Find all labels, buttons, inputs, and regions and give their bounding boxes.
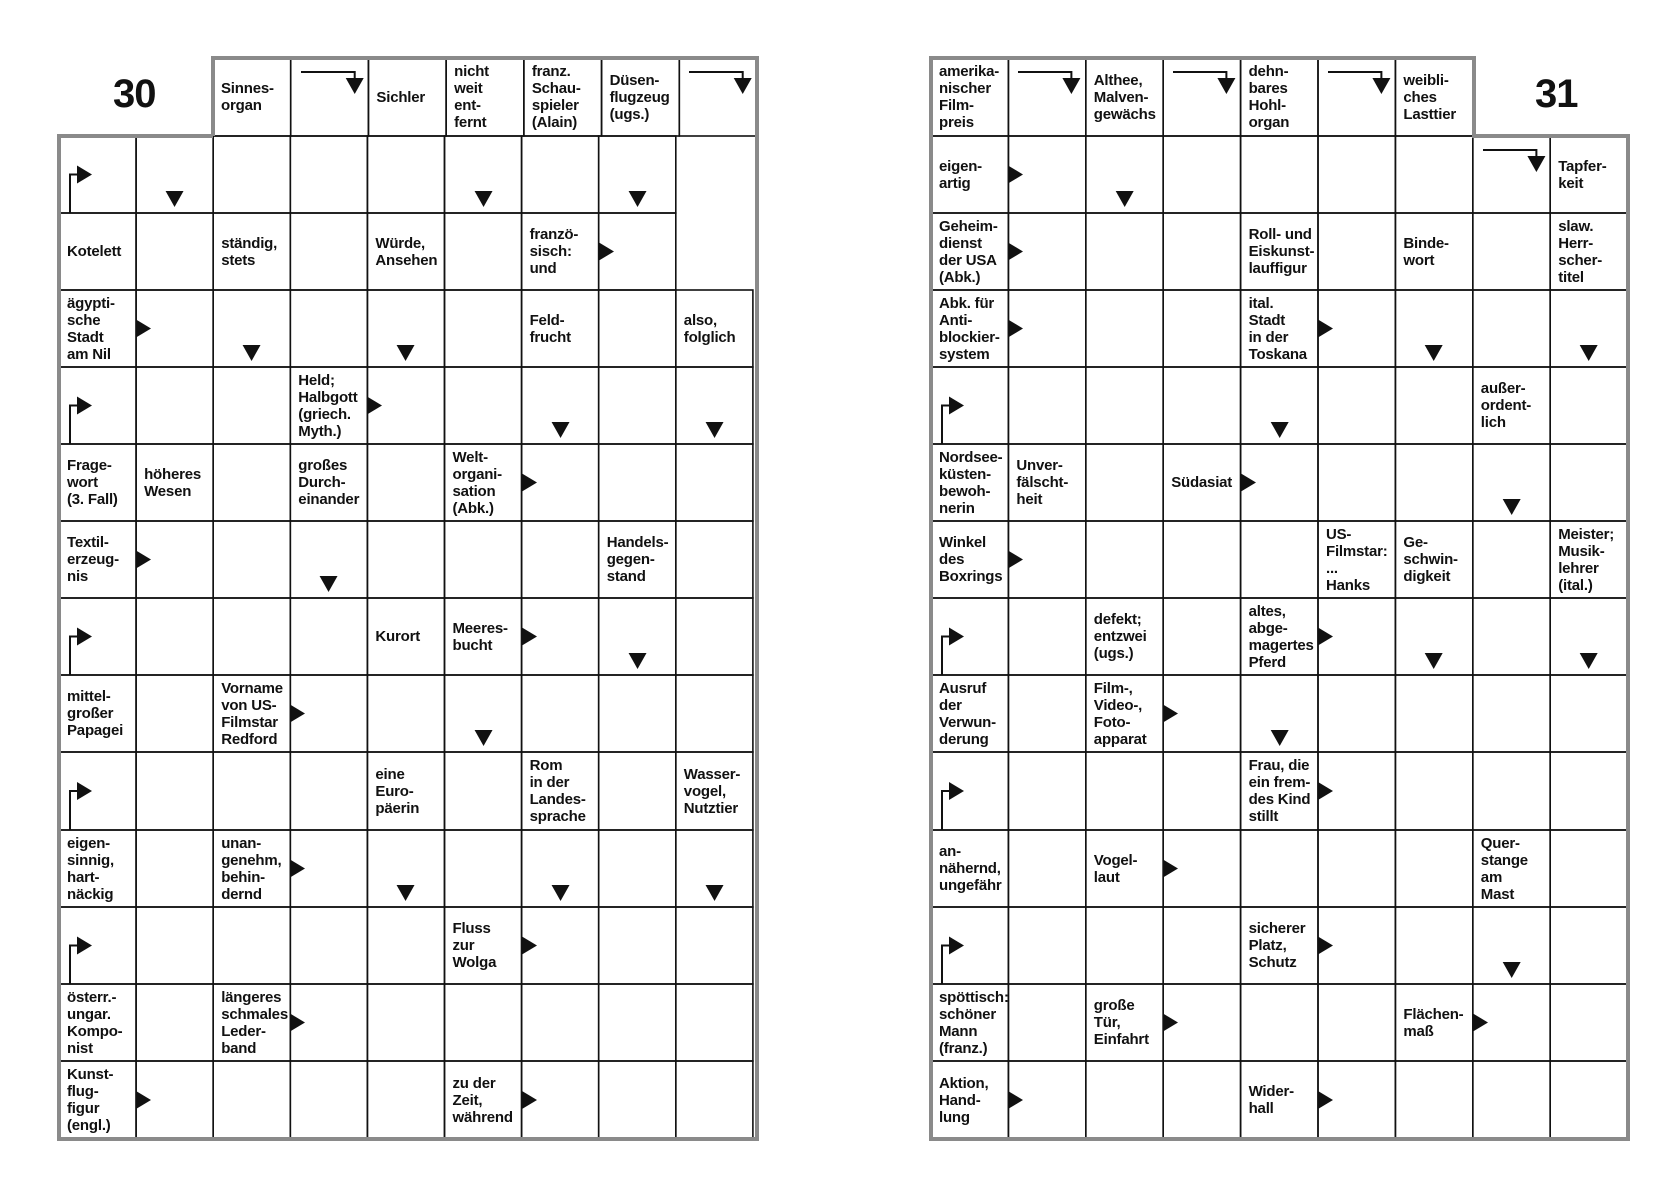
clue-text: Rom in der Landes- sprache <box>529 757 586 825</box>
clue-text: zu der Zeit, während <box>452 1074 513 1126</box>
clue-text: Südasiat <box>1171 474 1233 491</box>
clue-text: weibli- ches Lasttier <box>1403 71 1456 123</box>
clue-text: Wasser- vogel, Nutztier <box>683 765 741 817</box>
clue-text: sicherer Platz, Schutz <box>1248 920 1306 971</box>
clue-text: außer- ordent- lich <box>1480 380 1532 431</box>
clue-text: nicht weit ent- fernt <box>454 63 489 131</box>
page-number-right: 31 <box>1535 72 1578 116</box>
clue-text: Düsen- flugzeug (ugs.) <box>609 71 670 123</box>
clue-text: amerika- nischer Film- preis <box>939 63 1000 131</box>
clue-text: eigen- artig <box>939 157 982 192</box>
clue-text: slaw. Herr- scher- titel <box>1558 217 1603 286</box>
clue-text: große Tür, Einfahrt <box>1093 997 1149 1048</box>
clue-text: defekt; entzwei (ugs.) <box>1093 611 1147 662</box>
clue-text: Sinnes- organ <box>221 80 274 114</box>
clue-text: ital. Stadt in der Toskana <box>1248 294 1307 363</box>
clue-text: Handels- gegen- stand <box>606 534 669 585</box>
clue-text: Meister; Musik- lehrer (ital.) <box>1558 525 1615 594</box>
clue-text: großes Durch- einander <box>298 457 360 508</box>
clue-text: spöttisch: schöner Mann (franz.) <box>939 988 1009 1057</box>
clue-text: österr.- ungar. Kompo- nist <box>67 988 123 1057</box>
clue-text: eine Euro- päerin <box>375 765 420 817</box>
clue-text: Binde- wort <box>1403 234 1449 269</box>
clue-text: unan- genehm, behin- dernd <box>221 834 282 903</box>
clue-text: Feld- frucht <box>529 311 571 346</box>
clue-text: Althee, Malven- gewächs <box>1093 71 1156 123</box>
clue-text: Würde, Ansehen <box>375 234 438 269</box>
clue-text: dehn- bares Hohl- organ <box>1248 63 1290 131</box>
clue-text: Winkel des Boxrings <box>939 534 1003 585</box>
clue-text: Vorname von US- Filmstar Redford <box>221 679 283 748</box>
clue-text: US- Filmstar: ... Hanks <box>1326 525 1388 594</box>
clue-text: Flächen- maß <box>1403 1005 1464 1040</box>
clue-text: Unver- fälscht- heit <box>1016 457 1069 508</box>
page-number-left: 30 <box>113 72 156 116</box>
clue-text: Kunst- flug- figur (engl.) <box>67 1066 114 1134</box>
clue-text: Nordsee- küsten- bewoh- nerin <box>939 448 1003 517</box>
clue-text: an- nähernd, ungefähr <box>939 843 1002 894</box>
clue-text: Held; Halbgott (griech. Myth.) <box>298 371 358 440</box>
clue-text: ägypti- sche Stadt am Nil <box>67 294 115 363</box>
clue-text: Fluss zur Wolga <box>452 920 497 971</box>
clue-text: ständig, stets <box>221 234 278 269</box>
clue-text: franzö- sisch: und <box>529 226 579 277</box>
clue-text: altes, abge- magertes Pferd <box>1248 602 1314 671</box>
clue-text: also, folglich <box>683 311 736 346</box>
clue-text: Roll- und Eiskunst- lauffigur <box>1248 226 1315 277</box>
clue-text: längeres schmales Leder- band <box>221 988 288 1057</box>
clue-text: Sichler <box>376 88 426 106</box>
clue-text: Welt- organi- sation (Abk.) <box>452 448 502 517</box>
clue-text: Abk. für Anti- blockier- system <box>939 294 1000 363</box>
clue-text: Quer- stange am Mast <box>1480 834 1528 903</box>
clue-text: Kurort <box>375 628 421 645</box>
clue-text: Kotelett <box>67 243 122 260</box>
clue-text: Vogel- laut <box>1093 851 1138 886</box>
clue-text: Tapfer- keit <box>1558 157 1607 192</box>
clue-text: franz. Schau- spieler (Alain) <box>531 63 581 131</box>
clue-text: Frau, die ein frem- des Kind stillt <box>1248 757 1311 825</box>
clue-text: höheres Wesen <box>144 465 202 500</box>
clue-text: Wider- hall <box>1248 1083 1294 1117</box>
clue-text: Textil- erzeug- nis <box>67 534 119 585</box>
clue-text: Frage- wort (3. Fall) <box>67 457 118 508</box>
clue-text: Ausruf der Verwun- derung <box>939 679 996 748</box>
clue-text: eigen- sinnig, hart- näckig <box>67 834 114 903</box>
clue-text: Film-, Video-, Foto- apparat <box>1093 679 1147 748</box>
clue-text: Aktion, Hand- lung <box>939 1074 989 1126</box>
clue-text: Geheim- dienst der USA (Abk.) <box>939 217 998 286</box>
clue-text: Meeres- bucht <box>452 619 508 654</box>
clue-text: Ge- schwin- digkeit <box>1403 534 1458 585</box>
clue-text: mittel- großer Papagei <box>67 688 124 739</box>
